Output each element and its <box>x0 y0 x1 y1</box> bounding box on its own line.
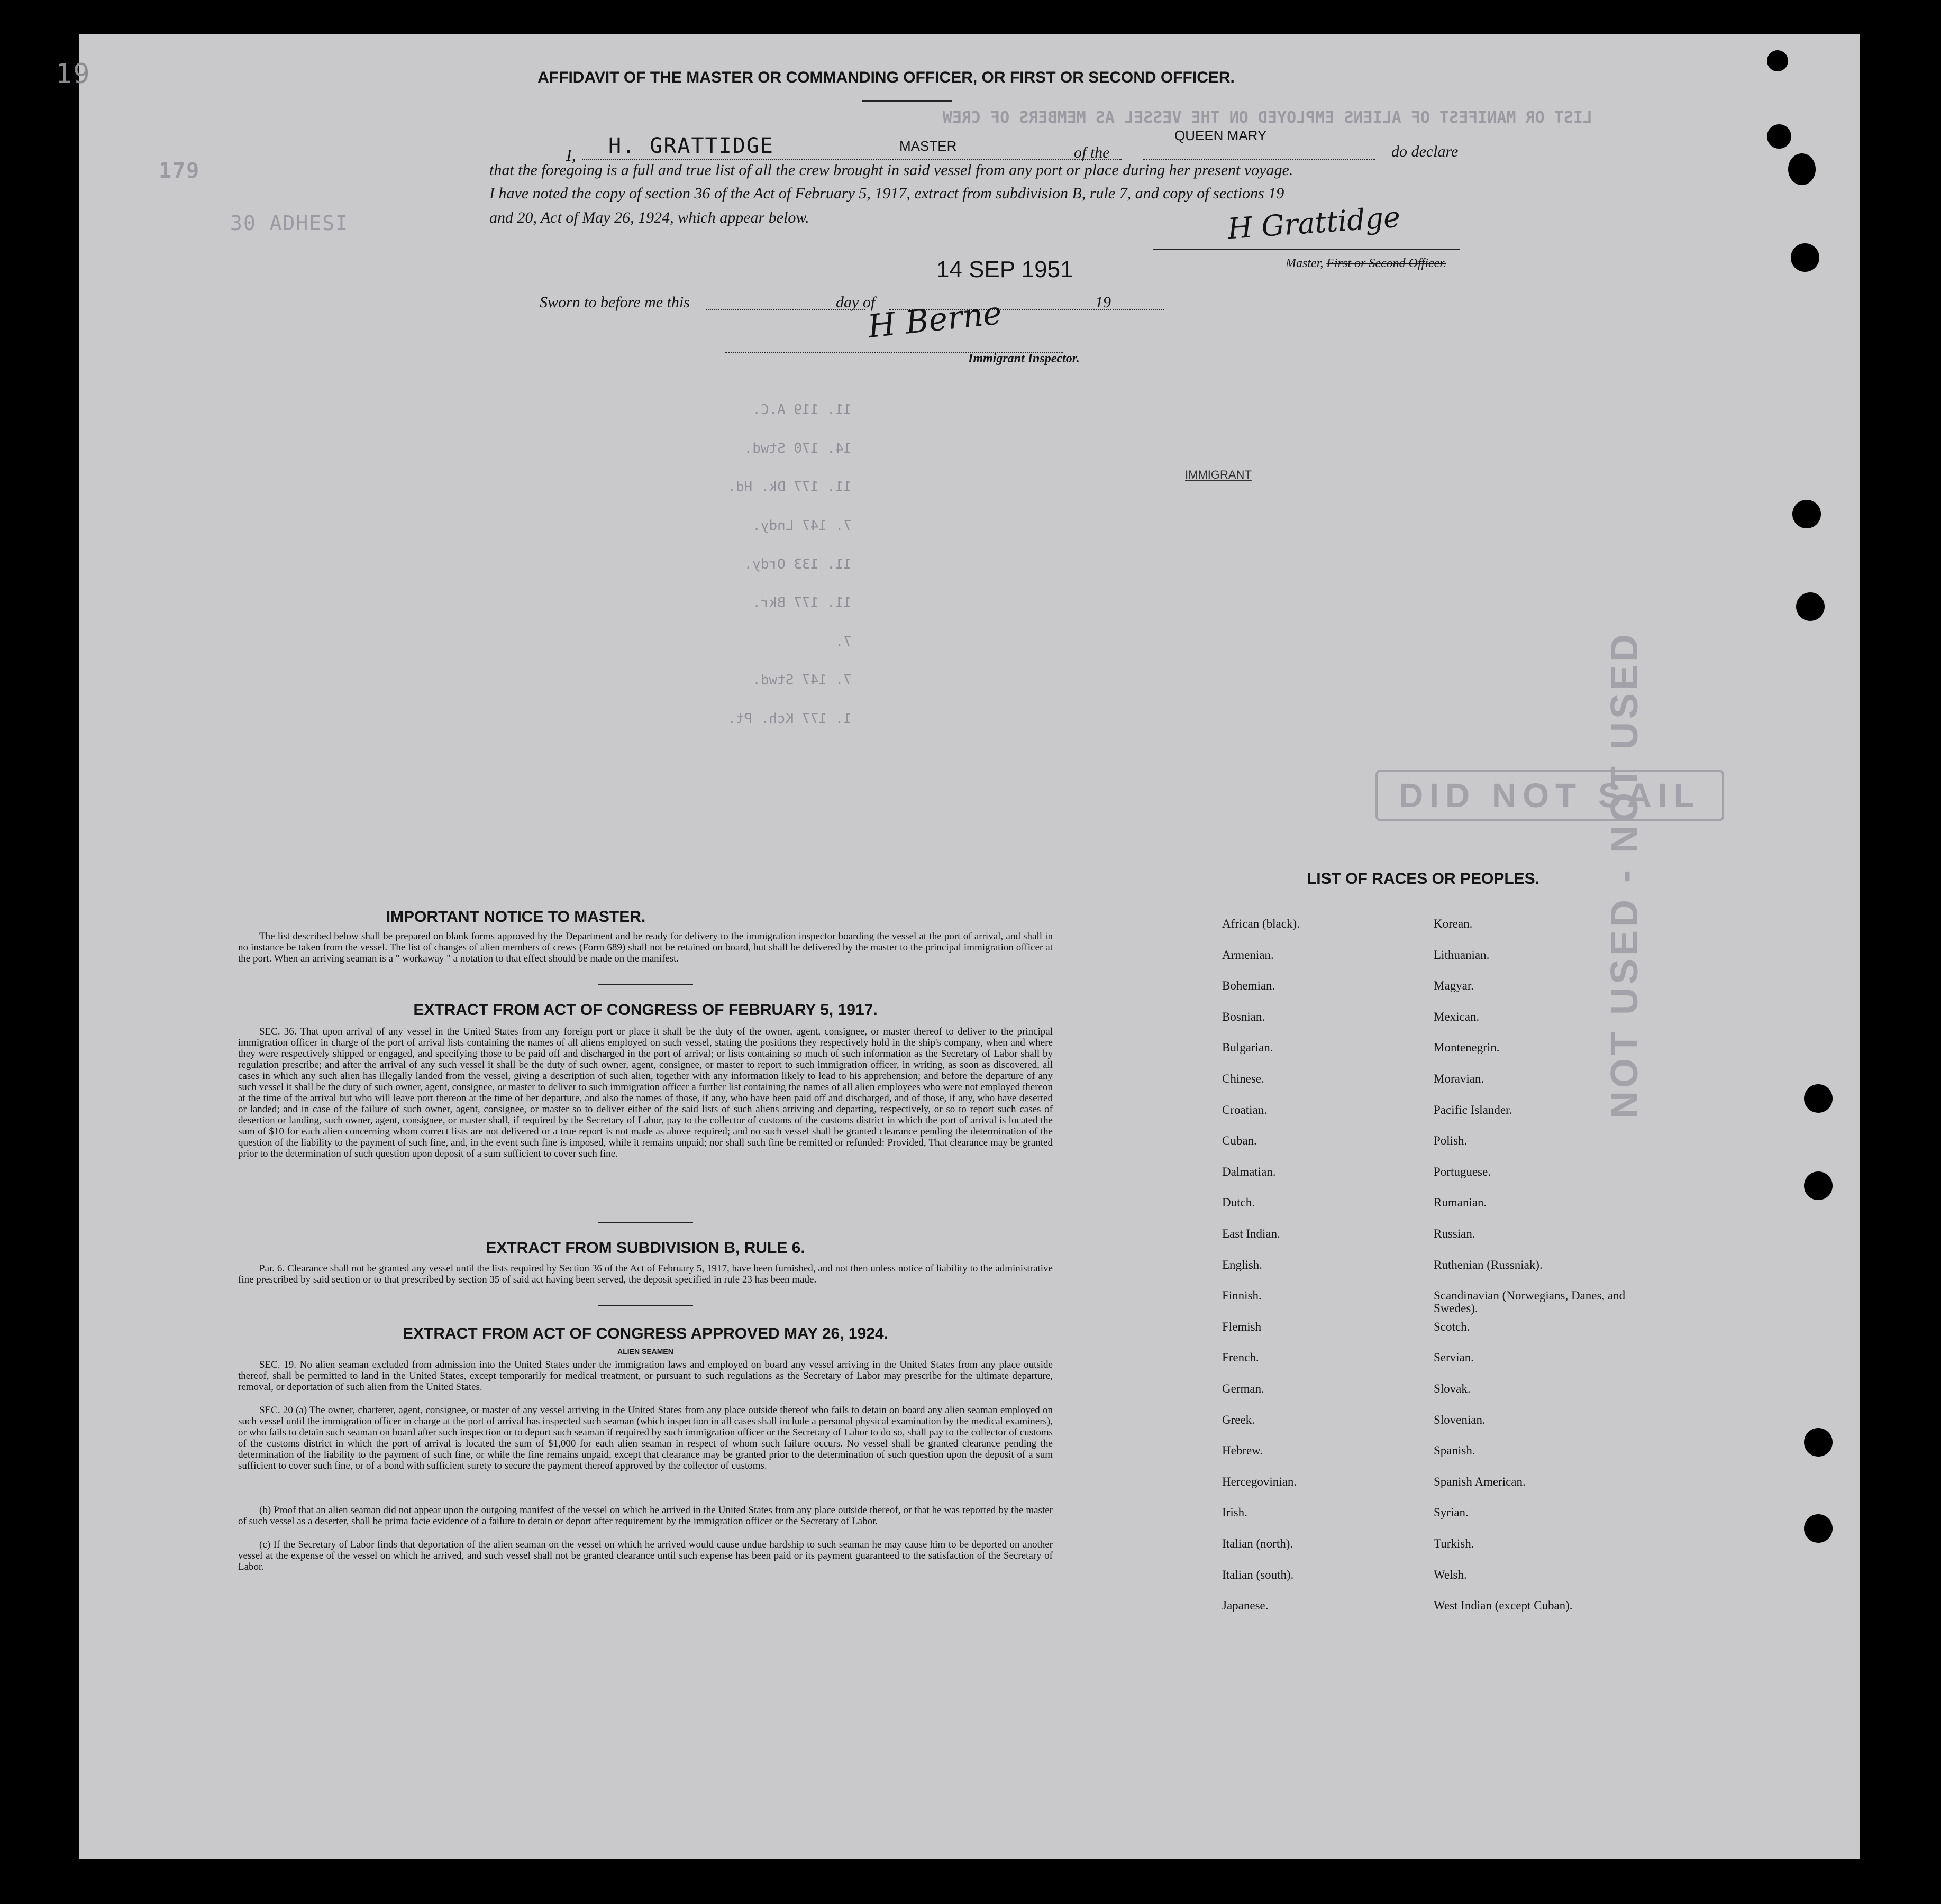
master-name-field: H. GRATTIDGE <box>608 134 774 158</box>
race-item: English. <box>1222 1258 1263 1271</box>
corner-mark: 19 <box>56 58 91 90</box>
page-number: 179 <box>159 159 201 183</box>
race-item: Armenian. <box>1222 948 1274 962</box>
master-signature: H Grattidge <box>1226 200 1401 246</box>
race-item: Slovenian. <box>1434 1413 1486 1426</box>
year-prefix: 19 <box>1095 294 1111 311</box>
not-used-vertical-stamp: NOT USED - NOT USED <box>1603 630 1646 1119</box>
race-item: Scotch. <box>1434 1320 1470 1333</box>
rule-6-rule <box>598 1305 693 1306</box>
race-item: Turkish. <box>1434 1537 1474 1550</box>
bleed-through-row: 11. 177 Dk. Hd. <box>727 479 852 495</box>
race-item: Lithuanian. <box>1434 948 1490 962</box>
rule-6-title: EXTRACT FROM SUBDIVISION B, RULE 6. <box>486 1239 805 1257</box>
notice-text: The list described below shall be prepared on blank forms approved by the Department and be ready for delivery to the immigration inspector boarding the vessel at the port of arrival, and shall in no instance be taken from the vessel. The list of changes of alien members of crews (Form 689) shall not be retained on board, but shall be delivered by the master to the principal immigration officer at the port. When an arriving seaman is a " workaway " a notation to that effect should be made on the manifest. <box>238 931 1053 964</box>
extract-1924-subtitle: ALIEN SEAMEN <box>617 1347 673 1356</box>
affidavit-line-3: and 20, Act of May 26, 1924, which appear below. <box>489 209 809 226</box>
notice-rule <box>598 984 693 985</box>
punch-hole <box>1767 50 1788 71</box>
extract-1917-title: EXTRACT FROM ACT OF CONGRESS OF FEBRUARY 5, 1917. <box>413 1001 878 1019</box>
bleed-through-row: 11. 177 Bkr. <box>752 595 852 611</box>
extract-1917-rule <box>598 1222 693 1223</box>
punch-hole <box>1791 243 1819 272</box>
race-item: Dalmatian. <box>1222 1165 1276 1178</box>
form-number: 30 ADHESI <box>230 212 349 235</box>
sworn-label: Sworn to before me this <box>540 294 690 311</box>
extract-1924-title: EXTRACT FROM ACT OF CONGRESS APPROVED MAY 26, 1924. <box>403 1325 888 1342</box>
small-stamp: IMMIGRANT <box>1185 468 1252 481</box>
race-item: Cuban. <box>1222 1134 1257 1148</box>
bleed-through-row: 7. 147 Lndy. <box>752 518 852 534</box>
punch-hole <box>1767 124 1791 149</box>
race-item: Polish. <box>1434 1134 1468 1148</box>
race-item: Mexican. <box>1434 1010 1480 1023</box>
race-item: Finnish. <box>1222 1289 1262 1303</box>
race-item: Greek. <box>1222 1413 1255 1426</box>
race-item: Montenegrin. <box>1434 1041 1500 1055</box>
race-item: Dutch. <box>1222 1196 1255 1210</box>
bleed-through-row: 1. 177 Kch. Pt. <box>727 711 852 727</box>
affidavit-title: AFFIDAVIT OF THE MASTER OR COMMANDING OFFICER, OR FIRST OR SECOND OFFICER. <box>537 69 1235 86</box>
race-item: Servian. <box>1434 1351 1474 1365</box>
bleed-through-row: 14. 170 Stwd. <box>744 441 852 456</box>
punch-hole <box>1788 153 1816 185</box>
extract-1924-sec20a: SEC. 20 (a) The owner, charterer, agent, consignee, or master of any vessel arriving in the United States from any place outside thereof who fails to detain on board any alien seaman employed on such vessel until the immigration officer in charge at the port of arrival has inspected such seaman (which inspection in all cases shall include a personal physical examination by the medical examiners), or who fails to detain such seaman on board after such inspection or to deport such seaman if required by such immigration officer or the Secretary of Labor to do so, shall pay to the collector of customs of the customs district in which the port of arrival is located the sum of $1,000 for each alien seaman in respect of whom such failure occurs. No vessel shall be granted clearance pending the determination of the liability to the payment of such fine, or while the fine remains unpaid, except that clearance may be granted prior to the determination of such question upon the deposit of a sum sufficient to cover such fine, or of a bond with sufficient surety to secure the payment thereof approved by the collector of customs. <box>238 1405 1053 1471</box>
race-item: Japanese. <box>1222 1599 1269 1613</box>
bleed-through-heading: LIST OR MANIFEST OF ALIENS EMPLOYED ON THE VESSEL AS MEMBERS OF CREW <box>942 108 1592 127</box>
bleed-through-row: 11. 119 A.C. <box>752 402 852 418</box>
punch-hole <box>1804 1514 1833 1543</box>
inspector-caption: Immigrant Inspector. <box>968 352 1080 365</box>
bleed-through-row: 7. <box>835 634 852 649</box>
vessel-name-underline <box>1143 159 1375 160</box>
race-item: Hercegovinian. <box>1222 1475 1297 1488</box>
affidavit-line-1: that the foregoing is a full and true list of all the crew brought in said vessel from any port or place during her present voyage. <box>489 161 1293 179</box>
race-item: African (black). <box>1222 917 1300 930</box>
vessel-name-field: QUEEN MARY <box>1174 127 1267 143</box>
race-item: Spanish American. <box>1434 1475 1526 1488</box>
race-item: Bohemian. <box>1222 979 1275 993</box>
races-title: LIST OF RACES OR PEOPLES. <box>1306 870 1540 887</box>
rank-field: MASTER <box>899 138 957 154</box>
punch-hole <box>1804 1171 1833 1200</box>
race-item: West Indian (except Cuban). <box>1434 1599 1573 1613</box>
of-the-label: of the <box>1074 144 1110 161</box>
punch-hole <box>1804 1084 1833 1113</box>
extract-1924-sec20c: (c) If the Secretary of Labor finds that deportation of the alien seaman on the vessel on which he arrived would cause undue hardship to such seaman he may cause him to be deported on another vessel at the expense of the vessel on which he arrived, and such vessel shall not be granted clearance until such expense has been paid or its payment guaranteed to the satisfaction of the Secretary of Labor. <box>238 1539 1053 1572</box>
race-item: Magyar. <box>1434 979 1474 993</box>
extract-1924-sec20b: (b) Proof that an alien seaman did not appear upon the outgoing manifest of the vessel on which he arrived in the United States from any place outside thereof, or that he was reported by the master of such vessel as a deserter, shall be prima facie evidence of a failure to detain or deport after requirement by the immigration officer or the Secretary of Labor. <box>238 1505 1053 1527</box>
notice-title: IMPORTANT NOTICE TO MASTER. <box>386 908 646 926</box>
race-item: Italian (north). <box>1222 1537 1293 1550</box>
affidavit-line-2: I have noted the copy of section 36 of the Act of February 5, 1917, extract from subdivision B, rule 7, and copy of sections 19 <box>489 185 1284 202</box>
race-item: Irish. <box>1222 1506 1247 1519</box>
race-item: French. <box>1222 1351 1259 1365</box>
extract-1917-text: SEC. 36. That upon arrival of any vessel in the United States from any foreign port or place it shall be the duty of the owner, agent, consignee, or master thereof to deliver to the principal immigration officer in charge of the port of arrival lists containing the names of all aliens employed on such vessel, stating the positions they respectively hold in the ship's company, when and where they were respectively shipped or engaged, and specifying those to be paid off and discharged in the port of arrival; or lists containing so much of such information as the Secretary of Labor shall by regulation prescribe; and after the arrival of any such vessel it shall be the duty of such owner, agent, consignee, or master to report to such immigration officer, in writing, as soon as discovered, all cases in which any such alien has illegally landed from the vessel, giving a description of such alien, together with any information likely to lead to his apprehension; and before the departure of any such vessel it shall be the duty of such owner, agent, consignee, or master to deliver to such immigration officer a further list containing the names of all alien employees who were not employed thereon at the time of the arrival but who will leave port thereon at the time of her departure, and also the names of those, if any, who have been paid off and discharged, and of those, if any, who have deserted or landed; and in case of the failure of such owner, agent, consignee, or master so to deliver either of the said lists of such aliens arriving and departing, respectively, or so to report such cases of desertion or landing, such owner, agent, consignee, or master shall, if required by the Secretary of Labor, pay to the collector of customs of the customs district in which the port of arrival is located the sum of $10 for each alien concerning whom correct lists are not delivered or a true report is not made as above required; and no such vessel shall be granted clearance pending the determination of the question of the liability to the payment of such fine, and, in the event such fine is imposed, while it remains unpaid; nor shall such fine be remitted or refunded: Provided, That clearance may be granted prior to the determination of such question upon deposit of a sum sufficient to cover such fine. <box>238 1026 1053 1159</box>
race-item: Flemish <box>1222 1320 1262 1333</box>
race-item: Pacific Islander. <box>1434 1103 1512 1116</box>
race-item: Russian. <box>1434 1227 1475 1240</box>
bleed-through-row: 7. 147 Stwd. <box>752 672 852 688</box>
race-item: Croatian. <box>1222 1103 1267 1116</box>
race-item: East Indian. <box>1222 1227 1280 1240</box>
do-declare-label: do declare <box>1391 143 1459 160</box>
race-item: Bulgarian. <box>1222 1041 1273 1055</box>
race-item: Slovak. <box>1434 1382 1471 1395</box>
race-item: Bosnian. <box>1222 1010 1265 1023</box>
punch-hole <box>1796 592 1825 621</box>
inspector-signature: H Berne <box>866 294 1004 346</box>
race-item: Spanish. <box>1434 1444 1475 1458</box>
master-caption <box>1286 257 1446 271</box>
race-item: Korean. <box>1434 917 1473 930</box>
date-stamp: 14 SEP 1951 <box>936 257 1073 282</box>
punch-hole <box>1804 1428 1833 1457</box>
master-signature-line <box>1153 249 1460 250</box>
race-item: Moravian. <box>1434 1072 1484 1085</box>
race-item: Hebrew. <box>1222 1444 1263 1458</box>
master-caption-struck: First or Second Officer. <box>1326 257 1446 270</box>
master-name-underline <box>582 159 1122 160</box>
race-item: Ruthenian (Russniak). <box>1434 1258 1543 1271</box>
rule-6-text: Par. 6. Clearance shall not be granted any vessel until the lists required by Section 36 of the Act of February 5, 1917, have been furnished, and not then unless notice of liability to the administrative fine prescribed by said section or to that prescribed by section 35 of said act having been served, the deposit specified in rule 23 has been made. <box>238 1263 1053 1285</box>
did-not-sail-stamp: DID NOT SAIL <box>1375 770 1724 821</box>
extract-1924-sec19: SEC. 19. No alien seaman excluded from admission into the United States under the immigration laws and employed on board any vessel arriving in the United States from any place outside thereof, shall be permitted to land in the United States, except temporarily for medical treatment, or pursuant to such regulations as the Secretary of Labor may prescribe for the ultimate departure, removal, or deportation of such alien from the United States. <box>238 1359 1053 1393</box>
race-item: Portuguese. <box>1434 1165 1491 1178</box>
race-item: Welsh. <box>1434 1568 1467 1581</box>
bleed-through-row: 11. 133 Ordy. <box>744 556 852 572</box>
race-item: Italian (south). <box>1222 1568 1294 1581</box>
day-of-label: day of <box>836 294 876 311</box>
race-item: Rumanian. <box>1434 1196 1487 1210</box>
race-item: Syrian. <box>1434 1506 1469 1519</box>
punch-hole <box>1792 500 1821 528</box>
document-sheet <box>56 34 1860 1859</box>
race-item: Chinese. <box>1222 1072 1264 1085</box>
master-caption-prefix: Master, <box>1286 257 1324 270</box>
race-item: Scandinavian (Norwegians, Danes, and Swedes). <box>1434 1289 1626 1315</box>
affidavit-i-label: I, <box>566 145 576 164</box>
race-item: German. <box>1222 1382 1264 1395</box>
affidavit-title-rule <box>862 100 952 102</box>
